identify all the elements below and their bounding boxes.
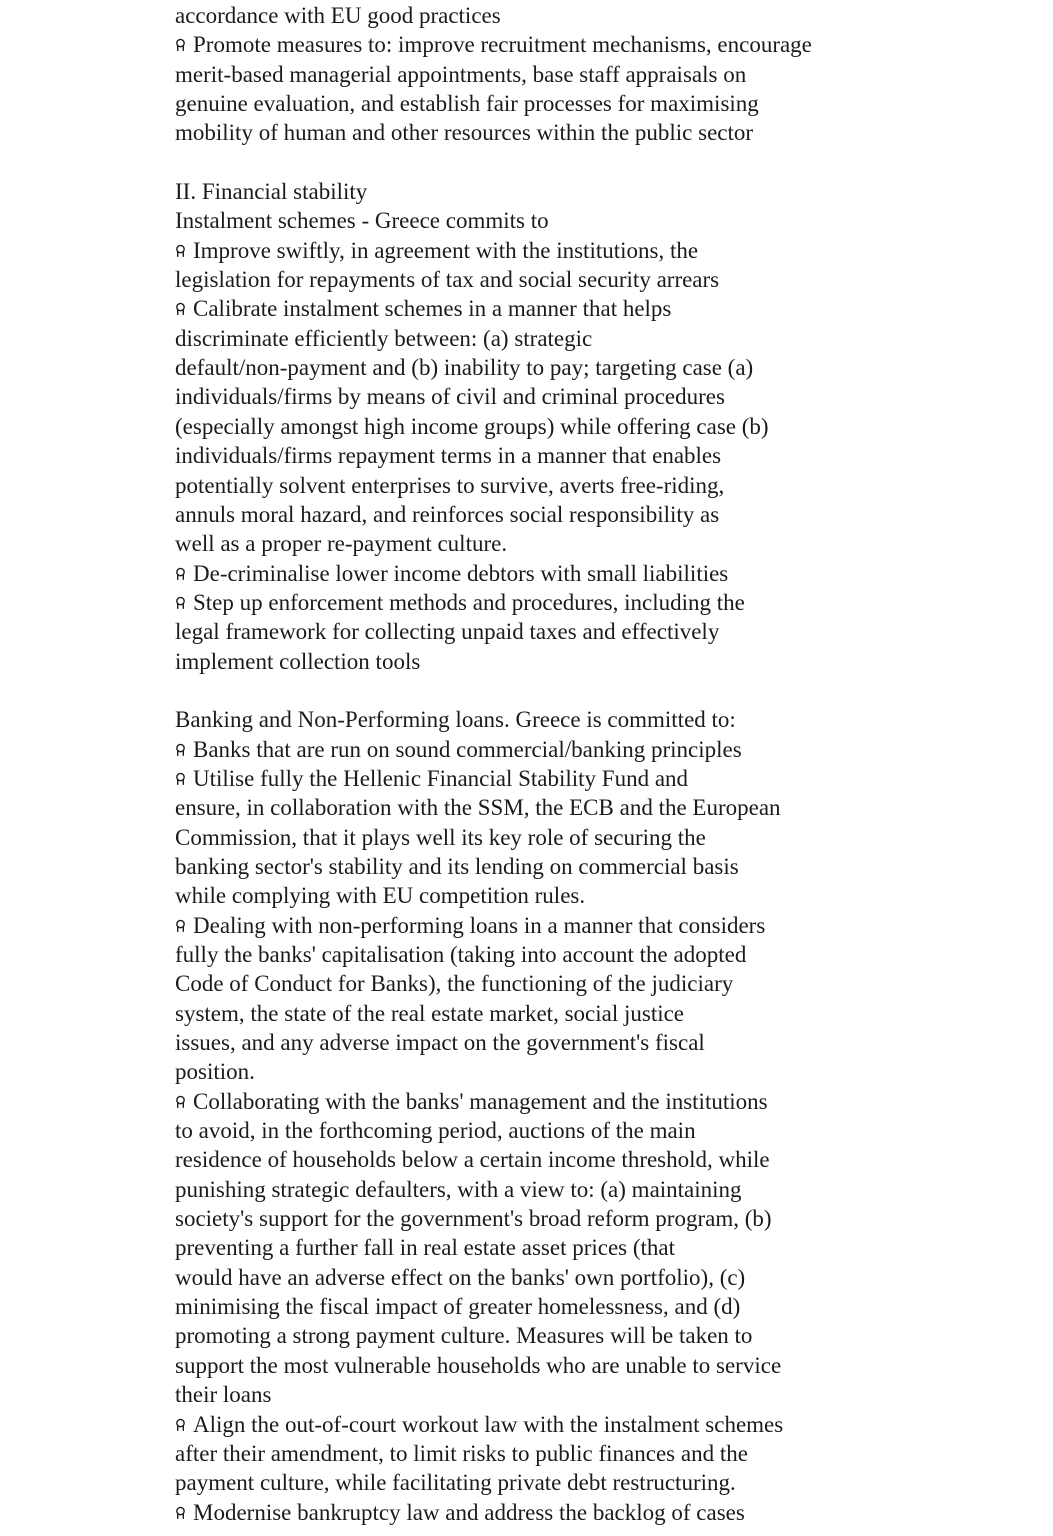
line-text: would have an adverse effect on the banks' own portfolio), (c) [175,1264,746,1290]
text-line [175,118,1053,147]
line-text: default/non-payment and (b) inability to pay; targeting case (a) [175,355,754,381]
line-text: ensure, in collaboration with the SSM, the ECB and the European [175,795,781,821]
text-line [175,852,1053,881]
banking-non-performing-loans-section [175,705,1053,1527]
text-line [175,911,1053,940]
line-text: merit-based managerial appointments, base staff appraisals on [175,61,747,87]
text-line [175,382,1053,411]
text-line [175,1057,1053,1086]
text-line [175,1175,1053,1204]
text-line [175,1380,1053,1409]
text-line [175,823,1053,852]
line-text: support the most vulnerable households who are unable to service [175,1352,782,1378]
line-text: while complying with EU competition rules. [175,883,586,909]
line-text: after their amendment, to limit risks to public finances and the [175,1440,748,1466]
text-line [175,353,1053,382]
line-text: promoting a strong payment culture. Measures will be taken to [175,1323,753,1349]
text-line [175,89,1053,118]
line-text: accordance with EU good practices [175,3,501,28]
text-line [175,294,1053,323]
line-text: residence of households below a certain income threshold, while [175,1147,770,1173]
text-line [175,999,1053,1028]
text-line [175,1087,1053,1116]
text-line [175,1116,1053,1145]
line-text: Align the out-of-court workout law with the instalment schemes [193,1411,784,1437]
line-text: Modernise bankruptcy law and address the backlog of cases [193,1499,745,1525]
bullet-icon [175,743,186,757]
text-line [175,500,1053,529]
text-line [175,617,1053,646]
text-line [175,265,1053,294]
text-line [175,705,1053,734]
text-line [175,60,1053,89]
line-text: annuls moral hazard, and reinforces social responsibility as [175,501,720,527]
text-line [175,1145,1053,1174]
line-text: banking sector's stability and its lending on commercial basis [175,853,739,879]
bullet-icon [175,919,186,933]
text-line [175,1498,1053,1527]
line-text: well as a proper re-payment culture. [175,531,508,557]
line-text: Step up enforcement methods and procedures, including the [193,589,745,615]
text-line [175,1321,1053,1350]
text-line [175,588,1053,617]
line-text: issues, and any adverse impact on the government's fiscal [175,1030,705,1056]
text-line [175,236,1053,265]
bullet-icon [175,1095,186,1109]
text-line [175,793,1053,822]
line-text: Collaborating with the banks' management and the institutions [193,1088,768,1114]
line-text: preventing a further fall in real estate asset prices (that [175,1235,676,1261]
text-line [175,1028,1053,1057]
line-text: Utilise fully the Hellenic Financial Stability Fund and [193,765,689,791]
text-line [175,412,1053,441]
bullet-icon [175,302,186,316]
line-text: Banks that are run on sound commercial/banking principles [193,736,742,762]
line-text: implement collection tools [175,648,421,674]
bullet-icon [175,1506,186,1520]
text-line [175,471,1053,500]
text-line [175,559,1053,588]
line-text: (especially amongst high income groups) while offering case (b) [175,413,769,439]
text-line [175,529,1053,558]
text-line [175,1204,1053,1233]
line-text: Improve swiftly, in agreement with the institutions, the [193,237,699,263]
line-text: their loans [175,1382,272,1408]
line-text: potentially solvent enterprises to survive, averts free-riding, [175,472,725,498]
text-line [175,206,1053,235]
line-text: payment culture, while facilitating private debt restructuring. [175,1470,736,1496]
text-line [175,1263,1053,1292]
bullet-icon [175,1418,186,1432]
text-line [175,1410,1053,1439]
line-text: II. Financial stability [175,179,368,205]
text-line [175,1468,1053,1497]
line-text: society's support for the government's broad reform program, (b) [175,1206,772,1232]
line-text: legal framework for collecting unpaid taxes and effectively [175,619,720,645]
text-line [175,735,1053,764]
line-text: discriminate efficiently between: (a) strategic [175,325,593,351]
line-text: system, the state of the real estate market, social justice [175,1000,685,1026]
line-text: position. [175,1059,255,1085]
text-line [175,177,1053,206]
line-text: Calibrate instalment schemes in a manner that helps [193,296,672,322]
line-text: Dealing with non-performing loans in a manner that considers [193,912,766,938]
line-text: Banking and Non-Performing loans. Greece is committed to: [175,707,736,733]
text-line [175,881,1053,910]
administrative-reform-continuation [175,1,1053,148]
text-line [175,1292,1053,1321]
text-line [175,1351,1053,1380]
text-line [175,441,1053,470]
line-text: fully the banks' capitalisation (taking into account the adopted [175,942,747,967]
document-text [175,1,1053,1527]
line-text: Promote measures to: improve recruitment mechanisms, encourage [193,32,812,58]
line-text: punishing strategic defaulters, with a view to: (a) maintaining [175,1176,742,1202]
line-text: Code of Conduct for Banks), the functioning of the judiciary [175,971,734,997]
line-text: minimising the fiscal impact of greater homelessness, and (d) [175,1294,741,1320]
line-text: to avoid, in the forthcoming period, auctions of the main [175,1118,696,1144]
bullet-icon [175,596,186,610]
bullet-icon [175,772,186,786]
line-text: Instalment schemes - Greece commits to [175,208,549,234]
text-line [175,30,1053,59]
bullet-icon [175,567,186,581]
text-line [175,940,1053,969]
line-text: mobility of human and other resources within the public sector [175,120,754,146]
line-text: genuine evaluation, and establish fair processes for maximising [175,91,759,117]
bullet-icon [175,38,186,52]
text-line [175,647,1053,676]
text-line [175,1439,1053,1468]
line-text: Commission, that it plays well its key role of securing the [175,824,706,850]
line-text: legislation for repayments of tax and social security arrears [175,267,720,293]
line-text: individuals/firms by means of civil and criminal procedures [175,384,725,410]
text-line [175,324,1053,353]
line-text: individuals/firms repayment terms in a manner that enables [175,443,722,469]
line-text: De-criminalise lower income debtors with small liabilities [193,560,729,586]
financial-stability-section [175,177,1053,676]
bullet-icon [175,244,186,258]
text-line [175,764,1053,793]
text-line [175,969,1053,998]
text-line [175,1,1053,30]
text-line [175,1233,1053,1262]
